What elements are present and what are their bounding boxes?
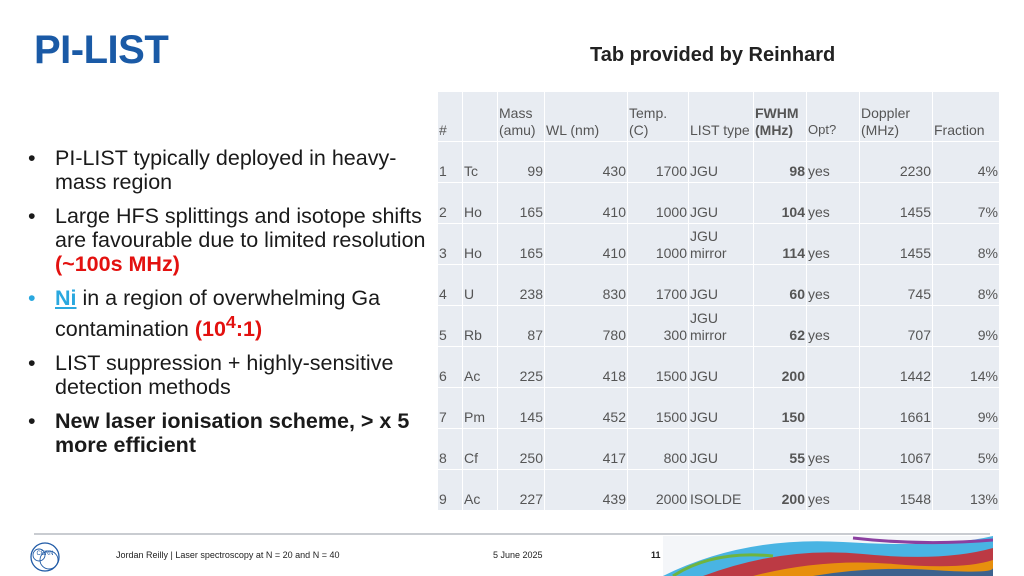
cell-doppler: 707 (860, 306, 932, 346)
cell-temp: 1500 (628, 388, 688, 428)
cell-doppler: 1661 (860, 388, 932, 428)
bullet-item (28, 146, 432, 194)
footer-divider (34, 533, 990, 535)
cell-fwhm: 55 (754, 429, 806, 469)
cell-opt (807, 388, 859, 428)
table-row (438, 306, 999, 346)
bullet-item (28, 286, 432, 341)
table-header-row (438, 92, 999, 141)
table-row (438, 142, 999, 182)
cell-index: 4 (438, 265, 462, 305)
bullet-highlight (194, 312, 263, 342)
cell-mass: 227 (498, 470, 544, 510)
cell-mass: 165 (498, 183, 544, 223)
cell-index: 8 (438, 429, 462, 469)
bullet-text: PI-LIST typically deployed in heavy-mass region (55, 146, 397, 194)
cell-doppler: 1067 (860, 429, 932, 469)
cell-element: Cf (463, 429, 497, 469)
table-body (438, 92, 999, 510)
cell-doppler: 1455 (860, 183, 932, 223)
bullet-text: in a region of overwhelming Ga contamination (55, 286, 381, 342)
cell-temp: 1000 (628, 224, 688, 264)
bullet-dot: • (28, 286, 36, 310)
cern-logo (28, 540, 62, 574)
cell-fwhm: 98 (754, 142, 806, 182)
cell-doppler: 1455 (860, 224, 932, 264)
cell-fwhm: 60 (754, 265, 806, 305)
cell-mass: 87 (498, 306, 544, 346)
cell-doppler: 745 (860, 265, 932, 305)
data-table (437, 91, 1000, 511)
bullet-highlight: (~100s MHz) (55, 252, 180, 276)
header-fwhm: FWHM (MHz) (754, 92, 806, 141)
cell-temp: 300 (628, 306, 688, 346)
cell-fwhm: 150 (754, 388, 806, 428)
cell-temp: 800 (628, 429, 688, 469)
bullet-list (28, 146, 432, 467)
header-doppler: Doppler (MHz) (860, 92, 932, 141)
cell-list-type: JGU (689, 265, 753, 305)
cell-index: 7 (438, 388, 462, 428)
data-table-container (437, 91, 998, 511)
cell-index: 1 (438, 142, 462, 182)
cell-doppler: 2230 (860, 142, 932, 182)
cell-index: 9 (438, 470, 462, 510)
cell-element: Pm (463, 388, 497, 428)
cell-wl: 418 (545, 347, 627, 387)
bullet-item (28, 409, 432, 457)
cell-list-type: JGU (689, 388, 753, 428)
header-element (463, 92, 497, 141)
bullet-text: Large HFS splittings and isotope shifts are favourable due to limited resolution (55, 204, 426, 252)
cell-index: 2 (438, 183, 462, 223)
page-number: 11 (651, 550, 661, 560)
bullet-item (28, 351, 432, 399)
cell-fraction: 8% (933, 224, 999, 264)
header-index: # (438, 92, 462, 141)
cell-doppler: 1548 (860, 470, 932, 510)
cell-mass: 99 (498, 142, 544, 182)
bullet-item (28, 204, 432, 276)
header-temp: Temp. (C) (628, 92, 688, 141)
cell-element: Rb (463, 306, 497, 346)
cell-mass: 145 (498, 388, 544, 428)
cell-fwhm: 200 (754, 470, 806, 510)
header-opt: Opt? (807, 92, 859, 141)
cell-fwhm: 104 (754, 183, 806, 223)
cell-wl: 430 (545, 142, 627, 182)
footer-date: 5 June 2025 (493, 550, 543, 560)
table-row (438, 388, 999, 428)
cell-wl: 452 (545, 388, 627, 428)
table-row (438, 224, 999, 264)
cell-fraction: 5% (933, 429, 999, 469)
header-mass: Mass (amu) (498, 92, 544, 141)
cell-index: 6 (438, 347, 462, 387)
cell-element: Ho (463, 183, 497, 223)
cell-opt: yes (807, 183, 859, 223)
cell-fraction: 4% (933, 142, 999, 182)
bullet-dot: • (28, 146, 36, 170)
cell-fwhm: 62 (754, 306, 806, 346)
cell-temp: 1700 (628, 142, 688, 182)
header-list-type: LIST type (689, 92, 753, 141)
cell-wl: 780 (545, 306, 627, 346)
ratio-exponent: 4 (225, 312, 236, 332)
footer-author: Jordan Reilly | Laser spectroscopy at N = 20 and N = 40 (116, 550, 340, 560)
bullet-dot: • (28, 409, 36, 434)
cell-mass: 225 (498, 347, 544, 387)
cell-element: Tc (463, 142, 497, 182)
slide-title: PI-LIST (34, 28, 169, 72)
cell-opt: yes (807, 306, 859, 346)
bullet-dot: • (28, 204, 36, 228)
cell-fraction: 7% (933, 183, 999, 223)
cell-list-type: JGU mirror (689, 224, 753, 264)
cell-temp: 1500 (628, 347, 688, 387)
cell-opt: yes (807, 224, 859, 264)
table-row (438, 265, 999, 305)
cell-list-type: JGU mirror (689, 306, 753, 346)
ratio-base: (10 (194, 317, 226, 342)
table-row (438, 183, 999, 223)
decorative-ring-graphic (663, 536, 993, 576)
cell-temp: 2000 (628, 470, 688, 510)
cell-list-type: ISOLDE (689, 470, 753, 510)
cell-element: Ac (463, 347, 497, 387)
cell-doppler: 1442 (860, 347, 932, 387)
cell-wl: 439 (545, 470, 627, 510)
cell-opt (807, 347, 859, 387)
slide-subtitle: Tab provided by Reinhard (590, 44, 836, 66)
cell-index: 5 (438, 306, 462, 346)
cell-index: 3 (438, 224, 462, 264)
cell-temp: 1700 (628, 265, 688, 305)
cell-temp: 1000 (628, 183, 688, 223)
cell-mass: 238 (498, 265, 544, 305)
cell-wl: 830 (545, 265, 627, 305)
ni-link[interactable]: Ni (55, 286, 77, 310)
cern-logo-text: CERN (36, 551, 54, 557)
cell-list-type: JGU (689, 183, 753, 223)
cell-fwhm: 200 (754, 347, 806, 387)
cell-wl: 417 (545, 429, 627, 469)
bullet-text: LIST suppression + highly-sensitive detection methods (55, 351, 394, 400)
cell-opt: yes (807, 470, 859, 510)
cell-wl: 410 (545, 183, 627, 223)
cell-element: U (463, 265, 497, 305)
cell-list-type: JGU (689, 347, 753, 387)
cell-fraction: 9% (933, 306, 999, 346)
cell-opt: yes (807, 429, 859, 469)
cell-fwhm: 114 (754, 224, 806, 264)
cell-fraction: 14% (933, 347, 999, 387)
table-row (438, 470, 999, 510)
header-wl: WL (nm) (545, 92, 627, 141)
bullet-text: New laser ionisation scheme, > x 5 more efficient (55, 409, 410, 458)
cell-element: Ho (463, 224, 497, 264)
cell-fraction: 13% (933, 470, 999, 510)
cell-fraction: 9% (933, 388, 999, 428)
cell-fraction: 8% (933, 265, 999, 305)
cell-list-type: JGU (689, 142, 753, 182)
cell-opt: yes (807, 142, 859, 182)
cell-list-type: JGU (689, 429, 753, 469)
table-row (438, 429, 999, 469)
header-fraction: Fraction (933, 92, 999, 141)
cell-wl: 410 (545, 224, 627, 264)
cell-mass: 250 (498, 429, 544, 469)
cell-opt: yes (807, 265, 859, 305)
ratio-end: :1) (235, 317, 263, 342)
bullet-dot: • (28, 351, 36, 376)
cell-mass: 165 (498, 224, 544, 264)
table-row (438, 347, 999, 387)
cell-element: Ac (463, 470, 497, 510)
